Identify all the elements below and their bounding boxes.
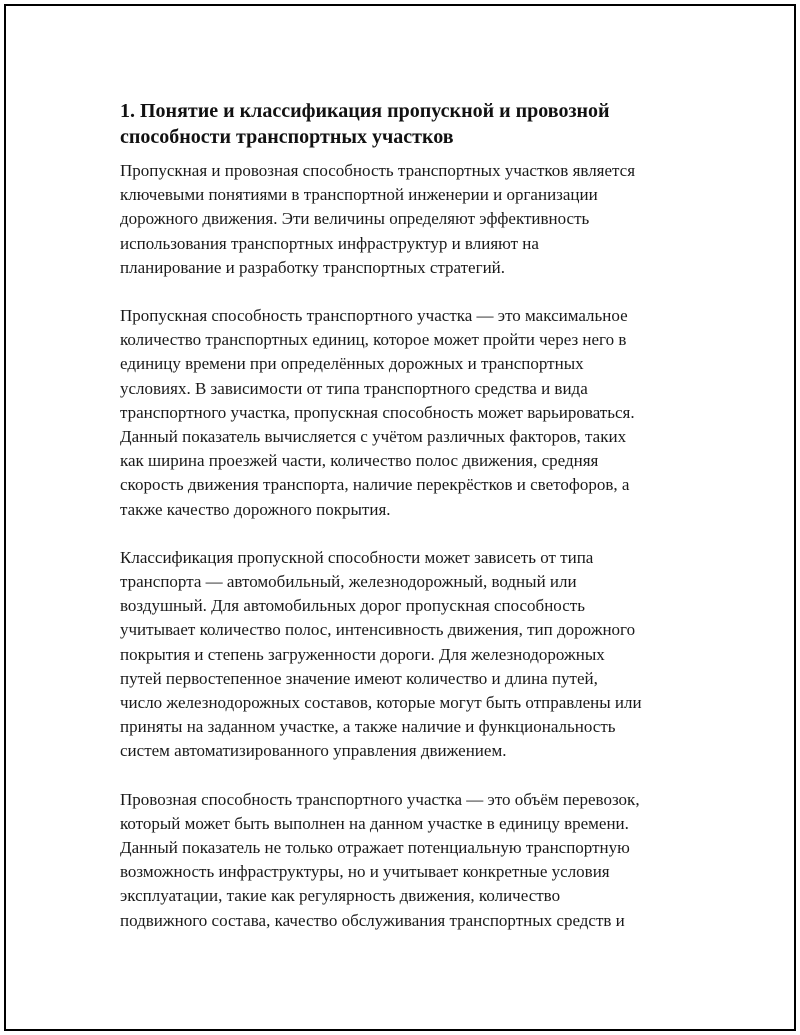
paragraph-carrying-capacity (120, 788, 692, 933)
text-line: Данный показатель не только отражает потенциальную транспортную (120, 838, 630, 858)
text-line: использования транспортных инфраструктур и влияют на (120, 233, 539, 253)
text-line: Пропускная способность транспортного участка — это максимальное (120, 306, 628, 326)
text-line: покрытия и степень загруженности дороги. Для железнодорожных (120, 644, 605, 664)
text-line: систем автоматизированного управления движением. (120, 741, 507, 761)
text-line: количество транспортных единиц, которое может пройти через него в (120, 330, 627, 350)
text-line: который может быть выполнен на данном участке в единицу времени. (120, 813, 629, 833)
text-line: как ширина проезжей части, количество полос движения, средняя (120, 451, 599, 471)
text-line: возможность инфраструктуры, но и учитывает конкретные условия (120, 862, 610, 882)
section-heading (120, 98, 692, 150)
paragraph-intro (120, 159, 692, 280)
text-line: подвижного состава, качество обслуживания транспортных средств и (120, 910, 625, 930)
text-line: число железнодорожных составов, которые могут быть отправлены или (120, 693, 642, 713)
paragraph-classification (120, 546, 692, 764)
text-line: эксплуатации, такие как регулярность движения, количество (120, 886, 561, 906)
text-line: Провозная способность транспортного участка — это объём перевозок, (120, 789, 640, 809)
text-line: скорость движения транспорта, наличие перекрёстков и светофоров, а (120, 475, 630, 495)
heading-line: способности транспортных участков (120, 126, 454, 148)
text-line: путей первостепенное значение имеют количество и длина путей, (120, 668, 598, 688)
text-line: учитывает количество полос, интенсивность движения, тип дорожного (120, 620, 636, 640)
paragraph-throughput-definition (120, 304, 692, 522)
text-line: ключевыми понятиями в транспортной инженерии и организации (120, 185, 598, 205)
text-line: воздушный. Для автомобильных дорог пропускная способность (120, 596, 585, 616)
page-frame (4, 4, 796, 1031)
heading-line: 1. Понятие и классификация пропускной и провозной (120, 100, 610, 122)
text-line: единицу времени при определённых дорожных и транспортных (120, 354, 584, 374)
text-line: транспорта — автомобильный, железнодорожный, водный или (120, 572, 577, 592)
text-line: Классификация пропускной способности может зависеть от типа (120, 547, 594, 567)
text-line: дорожного движения. Эти величины определяют эффективность (120, 209, 590, 229)
text-line: планирование и разработку транспортных стратегий. (120, 257, 506, 277)
text-line: Данный показатель вычисляется с учётом различных факторов, таких (120, 427, 627, 447)
document-body (120, 98, 692, 957)
text-line: также качество дорожного покрытия. (120, 499, 391, 519)
text-line: условиях. В зависимости от типа транспортного средства и вида (120, 378, 588, 398)
text-line: приняты на заданном участке, а также наличие и функциональность (120, 717, 616, 737)
text-line: транспортного участка, пропускная способность может варьироваться. (120, 402, 635, 422)
text-line: Пропускная и провозная способность транспортных участков является (120, 161, 636, 180)
